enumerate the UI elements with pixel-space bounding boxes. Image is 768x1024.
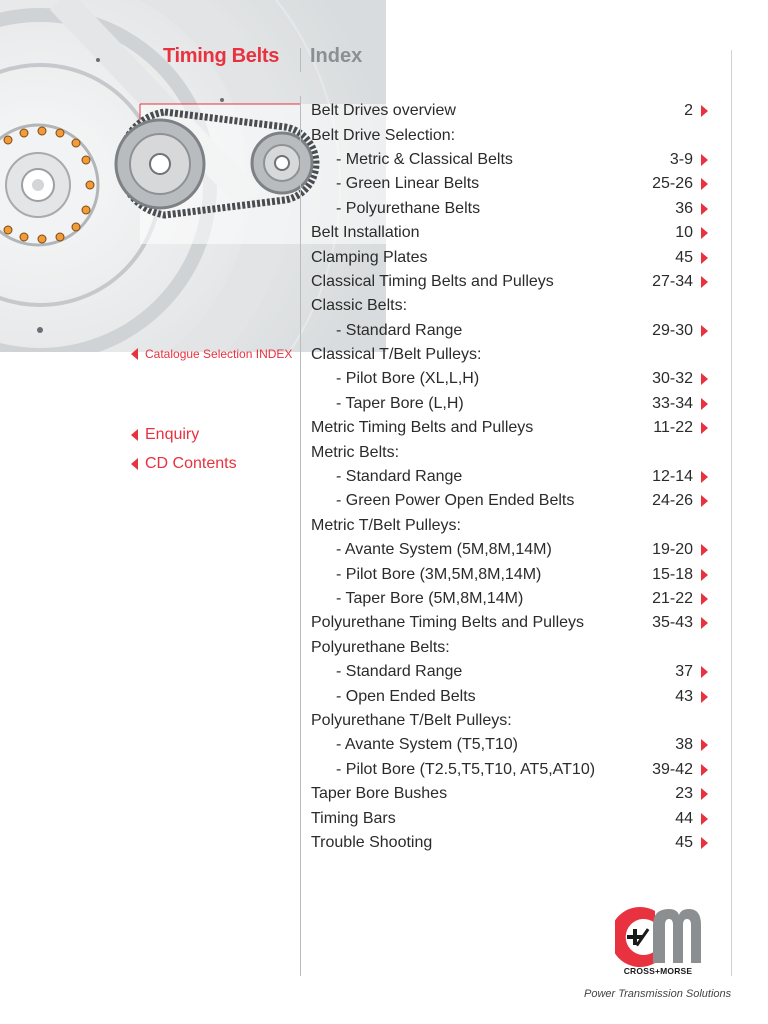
index-entry-label: Classic Belts:: [311, 297, 408, 315]
index-entry-label: - Pilot Bore (T2.5,T5,T10, AT5,AT10): [336, 760, 596, 778]
index-entry[interactable]: [311, 782, 711, 806]
index-entry-pages: 21-22: [652, 590, 693, 607]
index-entry[interactable]: [311, 319, 711, 343]
index-list: [311, 99, 711, 855]
index-entry[interactable]: [311, 221, 711, 245]
arrow-right-icon[interactable]: [701, 398, 708, 410]
index-entry-label: - Standard Range: [336, 663, 463, 681]
cd-contents-link[interactable]: [131, 455, 237, 473]
index-entry[interactable]: [311, 587, 711, 611]
index-entry-pages: 19-20: [652, 541, 693, 559]
index-entry[interactable]: [311, 684, 711, 708]
column-divider: [300, 96, 301, 976]
index-entry[interactable]: [311, 367, 711, 391]
arrow-left-icon: [131, 348, 138, 360]
index-entry-pages: 30-32: [652, 370, 693, 388]
index-entry-label: Metric Timing Belts and Pulleys: [311, 419, 534, 437]
index-entry-label: - Open Ended Belts: [336, 687, 476, 705]
index-entry[interactable]: [311, 392, 711, 416]
index-entry[interactable]: [311, 611, 711, 635]
arrow-right-icon[interactable]: [701, 764, 708, 776]
arrow-right-icon[interactable]: [701, 739, 708, 751]
index-entry-label: Polyurethane Timing Belts and Pulleys: [311, 614, 585, 632]
index-entry-pages: 35-43: [652, 614, 693, 632]
index-entry-pages: 2: [684, 102, 693, 120]
index-entry-label: Metric Belts:: [311, 443, 400, 461]
index-entry: [311, 343, 711, 367]
index-entry[interactable]: [311, 197, 711, 221]
arrow-right-icon[interactable]: [701, 105, 708, 117]
index-entry-pages: 38: [675, 736, 693, 754]
index-entry-label: Belt Drives overview: [311, 102, 456, 120]
index-entry-pages: 15-18: [652, 565, 693, 583]
index-entry-pages: 29-30: [652, 321, 693, 339]
index-entry: [311, 709, 711, 733]
index-entry-label: - Pilot Bore (XL,L,H): [336, 370, 480, 388]
tagline: Power Transmission Solutions: [584, 988, 732, 1000]
arrow-right-icon[interactable]: [701, 471, 708, 483]
arrow-right-icon[interactable]: [701, 691, 708, 703]
index-entry-label: - Standard Range: [336, 468, 463, 486]
index-entry-label: Taper Bore Bushes: [311, 785, 448, 803]
catalogue-index-label: Catalogue Selection INDEX: [145, 347, 293, 361]
index-entry-pages: 27-34: [652, 272, 693, 290]
index-entry-label: - Avante System (T5,T10): [336, 736, 518, 754]
index-entry-pages: 33-34: [652, 394, 693, 412]
arrow-right-icon[interactable]: [701, 837, 708, 849]
index-entry[interactable]: [311, 148, 711, 172]
brand-name: CROSS+MORSE: [623, 966, 693, 976]
arrow-left-icon: [131, 429, 138, 441]
index-entry[interactable]: [311, 245, 711, 269]
arrow-right-icon[interactable]: [701, 154, 708, 166]
arrow-right-icon[interactable]: [701, 813, 708, 825]
index-entry-label: Belt Drive Selection:: [311, 126, 456, 144]
catalogue-index-link[interactable]: [131, 347, 292, 361]
index-entry-label: - Polyurethane Belts: [336, 199, 481, 217]
index-entry[interactable]: [311, 562, 711, 586]
index-entry-label: Polyurethane Belts:: [311, 638, 450, 656]
arrow-left-icon: [131, 458, 138, 470]
index-entry-label: Classical T/Belt Pulleys:: [311, 346, 482, 364]
index-entry: [311, 123, 711, 147]
index-entry: [311, 636, 711, 660]
page-subtitle: Index: [310, 45, 363, 67]
index-entry[interactable]: [311, 270, 711, 294]
index-entry-label: Metric T/Belt Pulleys:: [311, 516, 461, 534]
index-entry[interactable]: [311, 99, 711, 123]
index-entry[interactable]: [311, 660, 711, 684]
index-entry-pages: 24-26: [652, 492, 693, 510]
index-entry-label: - Standard Range: [336, 321, 463, 339]
index-entry-pages: 10: [675, 224, 693, 242]
index-entry-label: - Avante System (5M,8M,14M): [336, 541, 552, 559]
index-entry-pages: 37: [675, 663, 693, 681]
arrow-right-icon[interactable]: [701, 325, 708, 337]
index-entry[interactable]: [311, 416, 711, 440]
index-entry: [311, 440, 711, 464]
index-entry: [311, 294, 711, 318]
index-entry[interactable]: [311, 831, 711, 855]
title-divider: [300, 48, 301, 72]
arrow-right-icon[interactable]: [701, 252, 708, 264]
index-entry[interactable]: [311, 806, 711, 830]
index-entry-pages: 44: [675, 809, 693, 827]
arrow-right-icon[interactable]: [701, 544, 708, 556]
index-entry-pages: 36: [675, 199, 693, 217]
cd-contents-label: CD Contents: [145, 455, 237, 472]
arrow-right-icon[interactable]: [701, 203, 708, 215]
index-entry-label: Clamping Plates: [311, 248, 428, 266]
arrow-right-icon[interactable]: [701, 422, 708, 434]
arrow-right-icon[interactable]: [701, 227, 708, 239]
index-entry-pages: 39-42: [652, 760, 693, 778]
arrow-right-icon[interactable]: [701, 617, 708, 629]
index-entry-pages: 3-9: [669, 150, 693, 168]
index-entry-label: - Green Linear Belts: [336, 175, 480, 193]
index-entry[interactable]: [311, 758, 711, 782]
enquiry-link[interactable]: [131, 426, 199, 444]
index-entry-label: Trouble Shooting: [311, 833, 433, 851]
enquiry-label: Enquiry: [145, 426, 200, 443]
index-entry-label: - Pilot Bore (3M,5M,8M,14M): [336, 565, 542, 583]
arrow-right-icon[interactable]: [701, 569, 708, 581]
arrow-right-icon[interactable]: [701, 788, 708, 800]
index-entry[interactable]: [311, 538, 711, 562]
index-entry-pages: 25-26: [652, 175, 693, 193]
index-entry-label: - Metric & Classical Belts: [336, 150, 513, 168]
page-title: Timing Belts: [163, 45, 280, 67]
right-margin-line: [731, 50, 732, 976]
index-entry-pages: 23: [675, 785, 693, 803]
arrow-right-icon[interactable]: [701, 495, 708, 507]
arrow-right-icon[interactable]: [701, 276, 708, 288]
index-entry-pages: 45: [675, 833, 693, 851]
index-entry-label: - Taper Bore (L,H): [336, 394, 464, 412]
index-entry-label: - Taper Bore (5M,8M,14M): [336, 590, 524, 607]
index-entry-label: Belt Installation: [311, 224, 420, 242]
index-entry-label: Polyurethane T/Belt Pulleys:: [311, 711, 512, 729]
arrow-right-icon[interactable]: [701, 593, 708, 605]
index-entry-label: Classical Timing Belts and Pulleys: [311, 272, 554, 290]
index-entry-pages: 11-22: [653, 419, 693, 437]
index-entry: [311, 514, 711, 538]
index-entry[interactable]: [311, 489, 711, 513]
index-entry[interactable]: [311, 172, 711, 196]
index-entry[interactable]: [311, 465, 711, 489]
index-entry-pages: 43: [675, 687, 693, 705]
index-entry-pages: 12-14: [652, 468, 693, 486]
index-entry[interactable]: [311, 733, 711, 757]
index-entry-label: - Green Power Open Ended Belts: [336, 492, 575, 510]
arrow-right-icon[interactable]: [701, 178, 708, 190]
index-entry-label: Timing Bars: [311, 809, 396, 827]
arrow-right-icon[interactable]: [701, 666, 708, 678]
arrow-right-icon[interactable]: [701, 373, 708, 385]
index-entry-pages: 45: [675, 248, 693, 266]
